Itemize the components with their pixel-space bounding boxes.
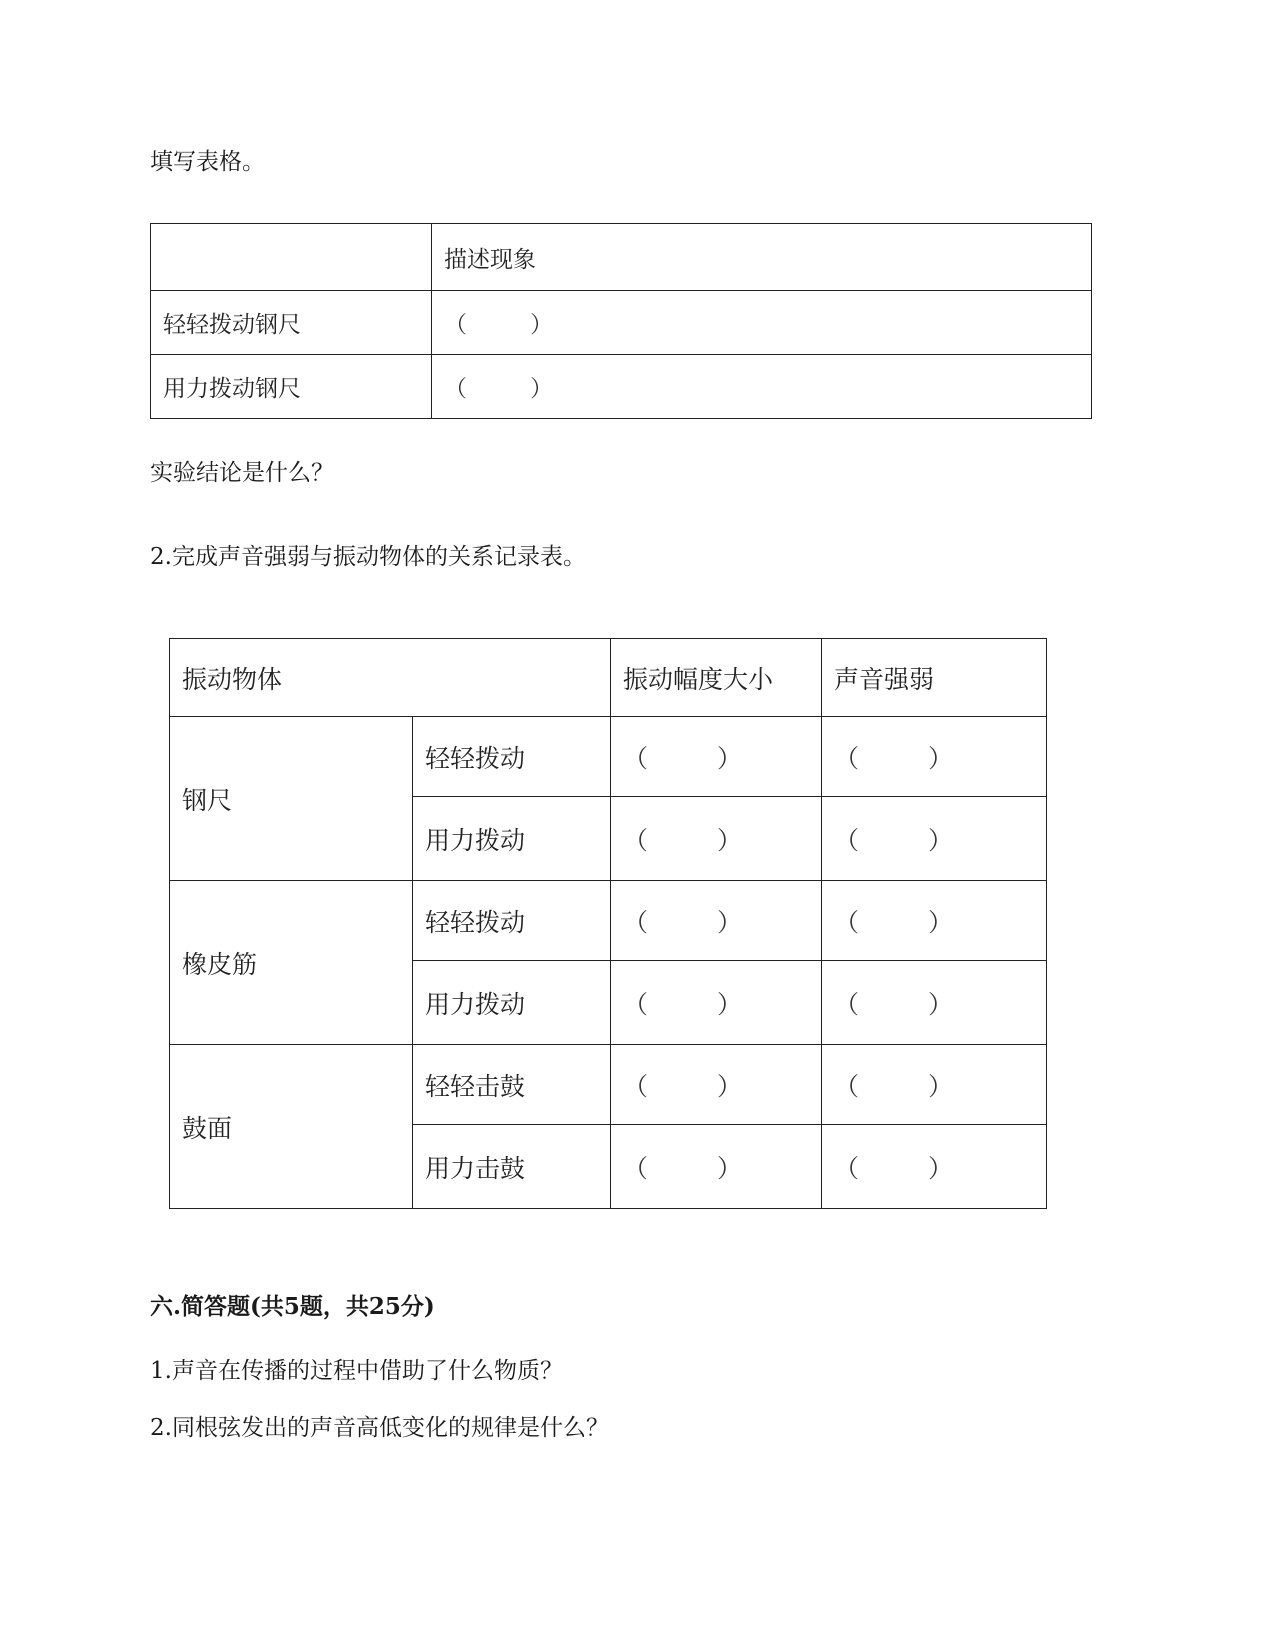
action-cell: 轻轻拨动 — [413, 881, 611, 961]
header-vibrating-object: 振动物体 — [170, 639, 611, 717]
vibration-record-table — [169, 638, 1047, 1209]
table-row — [151, 355, 1092, 419]
action-cell: 用力拨动 — [413, 961, 611, 1045]
observation-table — [150, 223, 1092, 419]
loudness-blank-cell[interactable] — [822, 797, 1047, 881]
answer-blank[interactable]: （ ） — [834, 1071, 954, 1101]
answer-blank[interactable]: （ ） — [623, 989, 743, 1019]
action-cell: 用力拨动 — [413, 797, 611, 881]
table-row — [151, 291, 1092, 355]
object-cell: 鼓面 — [170, 1045, 413, 1209]
conclusion-question: 实验结论是什么？ — [150, 460, 334, 486]
loudness-blank-cell[interactable] — [822, 1045, 1047, 1125]
intro-text: 填写表格。 — [150, 149, 265, 175]
answer-blank[interactable]: （ ） — [834, 907, 954, 937]
amplitude-blank-cell[interactable] — [611, 1125, 822, 1209]
short-answer-question-1: 1.声音在传播的过程中借助了什么物质？ — [150, 1358, 563, 1384]
row-label: 用力拨动钢尺 — [151, 355, 432, 419]
answer-blank[interactable]: （ ） — [623, 1153, 743, 1183]
loudness-blank-cell[interactable] — [822, 717, 1047, 797]
table-header-phenomenon: 描述现象 — [432, 224, 1092, 291]
amplitude-blank-cell[interactable] — [611, 961, 822, 1045]
row-label: 轻轻拨动钢尺 — [151, 291, 432, 355]
header-loudness: 声音强弱 — [822, 639, 1047, 717]
question-2-title: 2.完成声音强弱与振动物体的关系记录表。 — [150, 544, 586, 570]
answer-blank[interactable]: （ ） — [444, 312, 553, 338]
table-row — [170, 1045, 1047, 1125]
answer-blank[interactable]: （ ） — [623, 907, 743, 937]
action-cell: 用力击鼓 — [413, 1125, 611, 1209]
answer-blank-cell[interactable] — [432, 291, 1092, 355]
answer-blank[interactable]: （ ） — [834, 1153, 954, 1183]
short-answer-question-2: 2.同根弦发出的声音高低变化的规律是什么？ — [150, 1415, 609, 1441]
answer-blank[interactable]: （ ） — [623, 825, 743, 855]
loudness-blank-cell[interactable] — [822, 881, 1047, 961]
action-cell: 轻轻击鼓 — [413, 1045, 611, 1125]
answer-blank-cell[interactable] — [432, 355, 1092, 419]
answer-blank[interactable]: （ ） — [623, 1071, 743, 1101]
amplitude-blank-cell[interactable] — [611, 717, 822, 797]
object-cell: 钢尺 — [170, 717, 413, 881]
answer-blank[interactable]: （ ） — [444, 376, 553, 402]
table-header-empty — [151, 224, 432, 291]
answer-blank[interactable]: （ ） — [623, 743, 743, 773]
table-row — [170, 881, 1047, 961]
loudness-blank-cell[interactable] — [822, 961, 1047, 1045]
answer-blank[interactable]: （ ） — [834, 825, 954, 855]
table-header-row — [170, 639, 1047, 717]
amplitude-blank-cell[interactable] — [611, 881, 822, 961]
amplitude-blank-cell[interactable] — [611, 1045, 822, 1125]
object-cell: 橡皮筋 — [170, 881, 413, 1045]
header-amplitude: 振动幅度大小 — [611, 639, 822, 717]
action-cell: 轻轻拨动 — [413, 717, 611, 797]
loudness-blank-cell[interactable] — [822, 1125, 1047, 1209]
answer-blank[interactable]: （ ） — [834, 743, 954, 773]
answer-blank[interactable]: （ ） — [834, 989, 954, 1019]
amplitude-blank-cell[interactable] — [611, 797, 822, 881]
table-header-row — [151, 224, 1092, 291]
section-heading: 六.简答题(共5题，共25分) — [150, 1293, 435, 1320]
table-row — [170, 717, 1047, 797]
